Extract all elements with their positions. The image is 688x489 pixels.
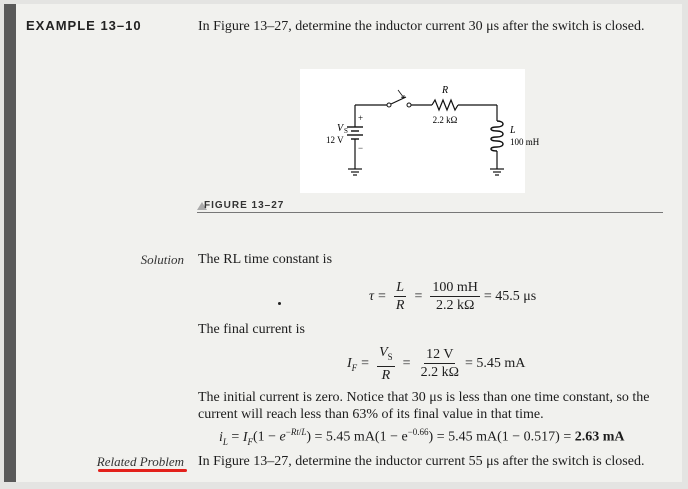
explanation-paragraph: The initial current is zero. Notice that 30 μs is less than one time constant, so the current will reach less than 63% of its final value in that time. (198, 390, 650, 422)
red-underline-annotation (98, 469, 187, 472)
tau-equation: τ = $\frac{L}{R}$ = $\frac{100 mH}{2.2 k\Omega}$ = 45.5 μs (369, 280, 537, 313)
example-problem-text: In Figure 13–27, determine the inductor current 30 μs after the switch is closed. (198, 19, 645, 34)
switch-arrow-icon (398, 90, 404, 98)
inductor-name-label: L (510, 125, 516, 136)
resistor-name-label: R (441, 85, 449, 96)
source-name-label: V (337, 123, 344, 134)
if-result: = 5.45 mA (464, 355, 526, 371)
example-heading: EXAMPLE 13–10 (26, 18, 142, 33)
page-binding-edge (4, 4, 16, 482)
source-value-label: 12 V (326, 135, 344, 145)
textbook-page (4, 4, 682, 482)
circuit-svg (300, 69, 540, 193)
inductor-coil (491, 121, 503, 151)
resistor-value-label: 2.2 kΩ (432, 115, 458, 125)
solution-intro: The RL time constant is (198, 252, 333, 267)
source-sub-label: S (344, 127, 348, 135)
inductor-value-label: 100 mH (510, 137, 540, 147)
speck-dot (278, 302, 281, 305)
switch-contact-left (387, 103, 391, 107)
final-current-equation: $i_L = I_F(1 - e^{-Rt/L}) = 5.45$ $mA(1 - e^{-0.66}) = 5.45$ mA(1 − 0.517) = 2.63 mA (219, 427, 625, 447)
related-problem-label: Related Problem (96, 454, 184, 469)
if-equation: $I_F$ = $\frac{V_S}{R}$ = $\frac{12 V}{2.2 k\Omega}$ = 5.45 mA (347, 345, 526, 383)
related-problem-text: In Figure 13–27, determine the inductor current 55 μs after the switch is closed. (198, 454, 645, 469)
switch-contact-right (407, 103, 411, 107)
resistor-zigzag (432, 100, 458, 110)
final-current-intro: The final current is (198, 322, 305, 337)
figure-divider (197, 212, 663, 213)
circuit-diagram (300, 69, 540, 193)
tau-result: = 45.5 μs (483, 288, 537, 304)
plus-sign: + (358, 113, 364, 123)
figure-caption: FIGURE 13–27 (204, 200, 285, 211)
minus-sign: − (358, 143, 364, 153)
final-answer: 2.63 mA (574, 429, 625, 445)
solution-label: Solution (140, 252, 184, 267)
